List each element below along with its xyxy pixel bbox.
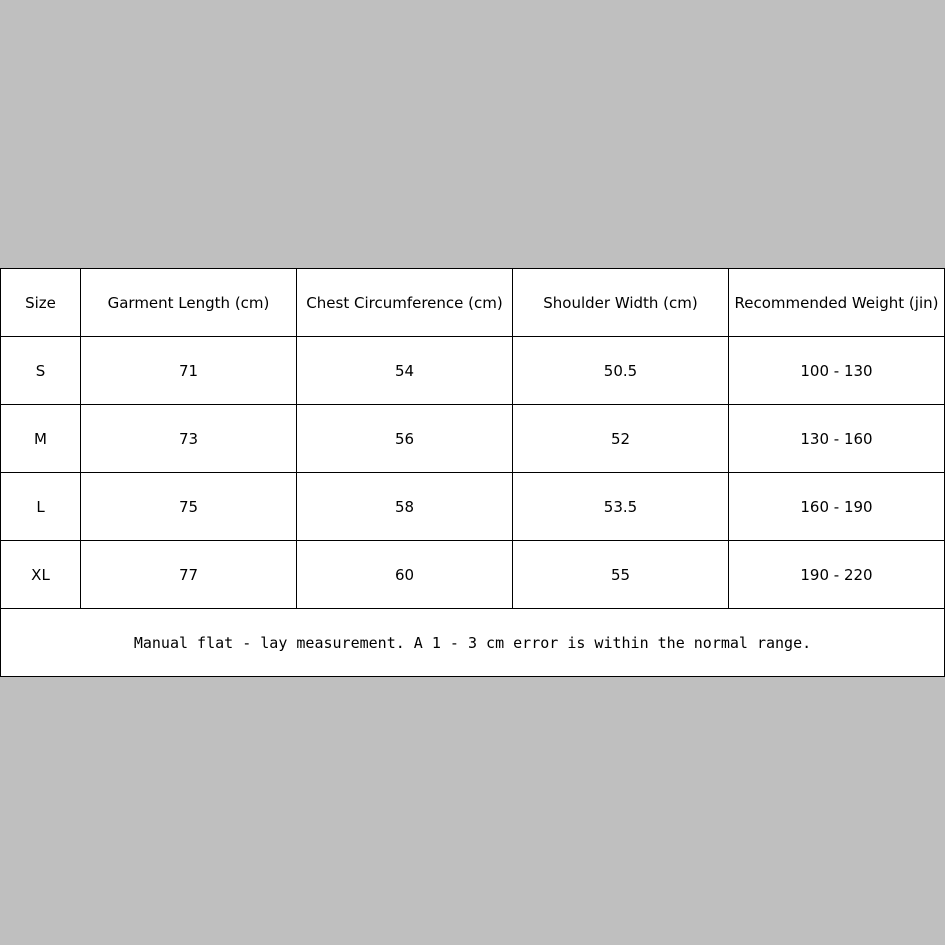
- note-row: [1, 609, 945, 677]
- cell-garment-length: 73: [81, 405, 297, 473]
- cell-chest-circumference: 56: [297, 405, 513, 473]
- header-garment-length: Garment Length (cm): [81, 269, 297, 337]
- header-chest-circumference: Chest Circumference (cm): [297, 269, 513, 337]
- cell-size: S: [1, 337, 81, 405]
- table-row-s: [1, 337, 945, 405]
- table-row-l: [1, 473, 945, 541]
- cell-garment-length: 71: [81, 337, 297, 405]
- cell-size: L: [1, 473, 81, 541]
- cell-size: XL: [1, 541, 81, 609]
- header-row: [1, 269, 945, 337]
- cell-recommended-weight: 160 - 190: [729, 473, 945, 541]
- cell-recommended-weight: 100 - 130: [729, 337, 945, 405]
- size-chart-table: [0, 268, 945, 677]
- table-row-xl: [1, 541, 945, 609]
- cell-size: M: [1, 405, 81, 473]
- cell-garment-length: 77: [81, 541, 297, 609]
- cell-recommended-weight: 130 - 160: [729, 405, 945, 473]
- header-shoulder-width: Shoulder Width (cm): [513, 269, 729, 337]
- cell-chest-circumference: 58: [297, 473, 513, 541]
- cell-chest-circumference: 54: [297, 337, 513, 405]
- cell-recommended-weight: 190 - 220: [729, 541, 945, 609]
- cell-chest-circumference: 60: [297, 541, 513, 609]
- cell-shoulder-width: 52: [513, 405, 729, 473]
- measurement-note: Manual flat - lay measurement. A 1 - 3 cm error is within the normal range.: [1, 609, 945, 677]
- cell-garment-length: 75: [81, 473, 297, 541]
- cell-shoulder-width: 55: [513, 541, 729, 609]
- cell-shoulder-width: 53.5: [513, 473, 729, 541]
- header-recommended-weight: Recommended Weight (jin): [729, 269, 945, 337]
- cell-shoulder-width: 50.5: [513, 337, 729, 405]
- table-row-m: [1, 405, 945, 473]
- header-size: Size: [1, 269, 81, 337]
